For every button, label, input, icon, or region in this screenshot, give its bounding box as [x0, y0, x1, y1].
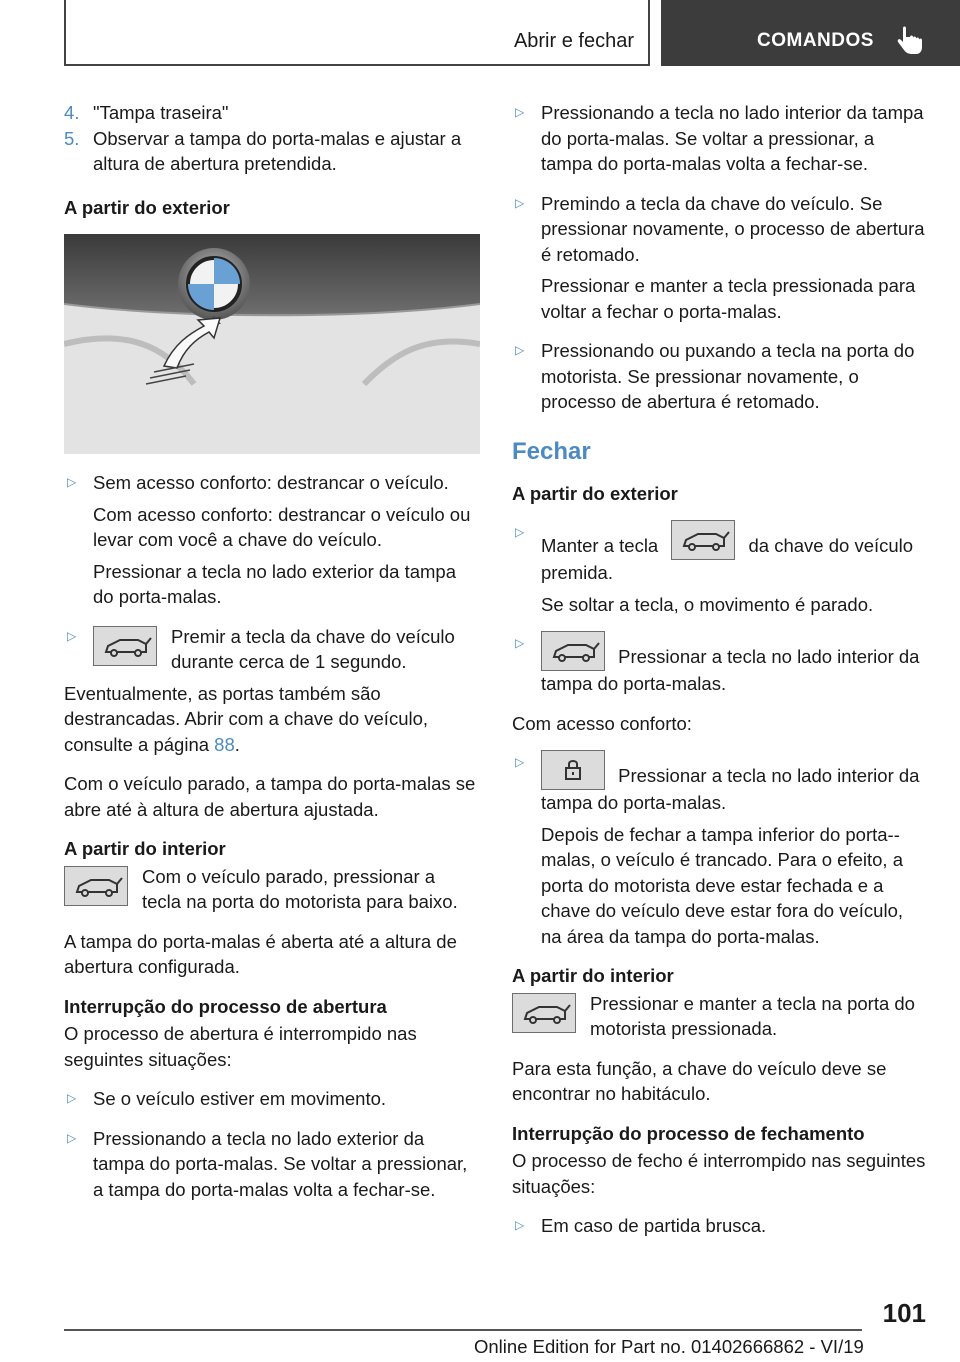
heading-close-interior: A partir do interior: [512, 965, 674, 986]
step-number: 5.: [64, 127, 80, 149]
bullet-item: [64, 624, 479, 675]
bullet-text: Premindo a tecla da chave do veículo. Se pressionar novamente, o processo de abertura é retomado.: [541, 192, 925, 265]
bullet-item: [64, 1126, 479, 1203]
interior-text: Pressionar e manter a tecla na porta do motorista pressionada.: [590, 992, 915, 1039]
bullet-icon: ▷: [515, 525, 525, 539]
chapter-tab[interactable]: [661, 0, 960, 66]
bullet-text: da chave do veículo premida.: [541, 535, 914, 583]
bullet-icon: ▷: [67, 1130, 77, 1145]
bullet-text: Premir a tecla da chave do veículo durante cerca de 1 segundo.: [171, 625, 455, 672]
bullet-subtext: Pressionar a tecla no lado exterior da tampa do porta-malas.: [93, 560, 457, 607]
trunk-button-illustration: [64, 234, 480, 454]
bullet-item: [512, 1213, 927, 1239]
header-left-border: [64, 0, 66, 66]
interior-button-row: [512, 991, 927, 1042]
header-rule: [64, 64, 650, 66]
bullet-icon: ▷: [515, 636, 525, 650]
bullet-text: Sem acesso conforto: destrancar o veículo.: [93, 472, 449, 493]
step-4: [64, 100, 479, 126]
lock-icon: [541, 750, 605, 790]
paragraph: Com o veículo parado, a tampa do porta-malas se abre até à altura de abertura ajustada.: [64, 773, 476, 820]
bullet-text: Se o veículo estiver em movimento.: [93, 1088, 387, 1109]
bullet-icon: ▷: [67, 628, 77, 643]
page-number: 101: [882, 1298, 926, 1328]
bullet-item: [512, 750, 927, 949]
paragraph: O processo de fecho é interrompido nas seguintes situações:: [512, 1150, 926, 1197]
bullet-icon: ▷: [67, 475, 77, 489]
paragraph: Para esta função, a chave do veículo deve se encontrar no habitáculo.: [512, 1057, 887, 1104]
step-number: 4.: [64, 102, 80, 123]
heading-open-exterior: A partir do exterior: [64, 196, 230, 218]
interior-button-row: [64, 864, 479, 915]
bullet-icon: ▷: [67, 1091, 77, 1105]
car-trunk-icon: [512, 993, 576, 1033]
paragraph-text: Eventualmente, as portas também são destrancadas. Abrir com a chave do veículo, consulte a página: [64, 682, 429, 755]
car-trunk-icon: [541, 631, 605, 671]
pointing-hand-icon: [897, 26, 923, 56]
step-5: [64, 126, 479, 177]
bullet-subtext: Se soltar a tecla, o movimento é parado.: [541, 593, 874, 615]
page-link[interactable]: 88: [214, 733, 235, 755]
bullet-item: [512, 520, 927, 617]
bullet-icon: ▷: [515, 105, 525, 119]
bullet-item: [512, 191, 927, 325]
bullet-icon: ▷: [515, 755, 525, 769]
bullet-icon: ▷: [515, 195, 525, 210]
interior-text: Com o veículo parado, pressionar a tecla na porta do motorista para baixo.: [142, 865, 458, 912]
bullet-subtext: Pressionar e manter a tecla pressionada para voltar a fechar o porta-malas.: [541, 275, 916, 322]
car-trunk-icon: [671, 520, 735, 560]
bullet-subtext: Depois de fechar a tampa inferior do porta--malas, o veículo é trancado. Para o efeito, a porta do motorista deve estar fechada e a chave do veículo deve estar fora do veículo, na área da tampa do porta-malas.: [541, 823, 903, 947]
heading-close-exterior: A partir do exterior: [512, 482, 678, 504]
car-trunk-icon: [64, 866, 128, 906]
bullet-item: [512, 100, 927, 177]
chapter-tab-label: COMANDOS: [757, 30, 874, 51]
paragraph: [64, 681, 479, 758]
bullet-icon: ▷: [515, 1218, 525, 1232]
paragraph-text: .: [234, 733, 240, 755]
left-column: [64, 100, 479, 1216]
footer-rule: [64, 1329, 862, 1331]
bullet-item: [512, 631, 927, 697]
bullet-text: Pressionar a tecla no lado interior da tampa do porta-malas.: [541, 646, 920, 694]
bullet-text: Pressionando ou puxando a tecla na porta do motorista. Se pressionar novamente, o processo de abertura é retomado.: [541, 340, 915, 412]
footer-edition: Online Edition for Part no. 01402666862 - VI/19: [474, 1336, 864, 1357]
bullet-text: Pressionando a tecla no lado interior da tampa do porta-malas. Se voltar a pressionar, a tampa do porta-malas volta a fechar-se.: [541, 102, 924, 174]
right-column: [512, 100, 927, 1253]
paragraph: O processo de abertura é interrompido nas seguintes situações:: [64, 1023, 417, 1070]
bullet-text: Pressionando a tecla no lado exterior da tampa do porta-malas. Se voltar a pressionar, a tampa do porta-malas volta a fechar-se.: [93, 1127, 468, 1200]
bullet-item: [64, 470, 479, 610]
heading-open-interior: A partir do interior: [64, 838, 226, 859]
step-text: "Tampa traseira": [93, 102, 229, 123]
bullet-text: Pressionar a tecla no lado interior da tampa do porta-malas.: [541, 765, 920, 813]
paragraph: A tampa do porta-malas é aberta até a altura de abertura configurada.: [64, 930, 457, 977]
heading-interrupt-opening: Interrupção do processo de abertura: [64, 995, 387, 1017]
bullet-text: Em caso de partida brusca.: [541, 1215, 767, 1236]
heading-close: Fechar: [512, 437, 591, 465]
step-text: Observar a tampa do porta-malas e ajustar a altura de abertura pretendida.: [93, 127, 462, 174]
bullet-item: [64, 1086, 479, 1112]
paragraph: Com acesso conforto:: [512, 712, 692, 734]
heading-interrupt-closing: Interrupção do processo de fechamento: [512, 1122, 865, 1144]
bullet-item: [512, 338, 927, 415]
car-trunk-icon: [93, 626, 157, 666]
header-right-border: [648, 0, 650, 66]
bullet-text: Manter a tecla: [541, 535, 659, 556]
bullet-icon: ▷: [515, 343, 525, 357]
header-section-title: Abrir e fechar: [513, 30, 634, 52]
bullet-subtext: Com acesso conforto: destrancar o veículo ou levar com você a chave do veículo.: [93, 503, 471, 550]
